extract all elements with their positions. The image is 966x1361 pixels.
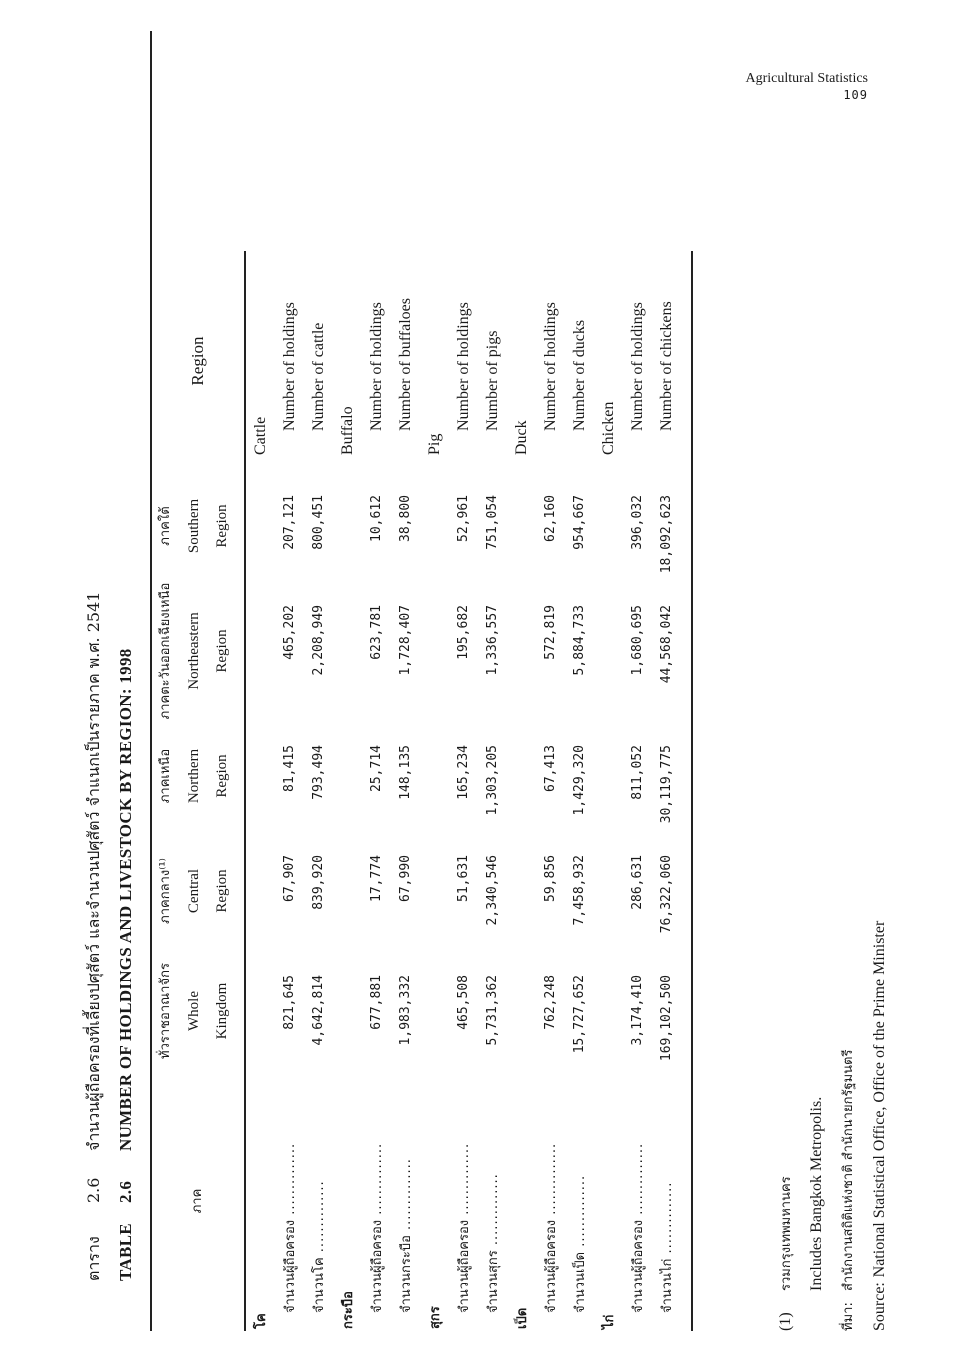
- value-cell: 76,322,060: [659, 855, 674, 934]
- table-row: [652, 251, 681, 1331]
- row-label-thai-text: จำนวนไก่: [660, 1258, 675, 1313]
- leader-dots: ..............: [486, 1173, 501, 1251]
- value-cell: 165,234: [456, 745, 471, 800]
- value-cell: 15,727,652: [572, 975, 587, 1054]
- table-row: [478, 251, 507, 1331]
- table-row: [536, 251, 565, 1331]
- row-label-thai: [391, 1071, 420, 1331]
- value-cell: 286,631: [630, 855, 645, 910]
- group-label-thai: สุกร: [428, 1306, 443, 1329]
- row-label-thai: [565, 1071, 594, 1331]
- value-cell: 1,680,695: [630, 605, 645, 676]
- table-row: [362, 251, 391, 1331]
- footnote-number: (1): [777, 1312, 794, 1331]
- value-cell: 5,731,362: [485, 975, 500, 1046]
- value-cell: 2,340,546: [485, 855, 500, 926]
- table-row: [623, 251, 652, 1331]
- row-label-thai: [478, 1071, 507, 1331]
- row-label-en: Number of buffaloes: [396, 298, 414, 431]
- value-cell: 17,774: [369, 855, 384, 902]
- value-cell: 623,781: [369, 605, 384, 660]
- value-cell: 762,248: [543, 975, 558, 1030]
- value-cell: 10,612: [369, 495, 384, 542]
- value-cell: 1,303,205: [485, 745, 500, 816]
- value-cell: 396,032: [630, 495, 645, 550]
- title-number-en: 2.6: [116, 1180, 135, 1203]
- value-cell: 811,052: [630, 745, 645, 800]
- group-row: [507, 251, 536, 1331]
- value-cell: 67,413: [543, 745, 558, 792]
- row-label-thai: [449, 1071, 478, 1331]
- table-bottom-rule: [691, 251, 693, 1331]
- value-cell: 38,800: [398, 495, 413, 542]
- page-number: 109: [843, 88, 868, 102]
- leader-dots: ..............: [370, 1142, 385, 1220]
- value-cell: 1,728,407: [398, 605, 413, 676]
- leader-dots: ..............: [660, 1181, 675, 1259]
- row-label-thai-text: จำนวนเป็ด: [573, 1251, 588, 1313]
- value-cell: 18,092,623: [659, 495, 674, 574]
- value-cell: 4,642,814: [311, 975, 326, 1046]
- group-row: [333, 251, 362, 1331]
- table-row: [275, 251, 304, 1331]
- footnote: [770, 921, 802, 1331]
- data-table-frame: [150, 31, 693, 1331]
- value-cell: 44,568,042: [659, 605, 674, 684]
- header-col-line1: Central: [186, 868, 202, 914]
- value-cell: 793,494: [311, 745, 326, 800]
- header-col-line1: Northeastern: [186, 612, 202, 690]
- source-en-text: National Statistical Office, Office of the Prime Minister: [871, 920, 888, 1278]
- row-label-thai: [652, 1071, 681, 1331]
- value-cell: 5,884,733: [572, 605, 587, 676]
- leader-dots: ..............: [457, 1142, 472, 1220]
- value-cell: 800,451: [311, 495, 326, 550]
- value-cell: 25,714: [369, 745, 384, 792]
- row-label-thai-text: จำนวนผู้ถือครอง: [631, 1219, 646, 1313]
- source-thai: [832, 921, 864, 1331]
- row-label-thai-text: จำนวนโค: [312, 1257, 327, 1313]
- row-label-en: Number of holdings: [280, 302, 298, 431]
- row-label-thai: [304, 1071, 333, 1331]
- value-cell: 1,983,332: [398, 975, 413, 1046]
- row-label-en: Number of holdings: [628, 302, 646, 431]
- leader-dots: ..............: [312, 1180, 327, 1258]
- title-thai-prefix: ตาราง: [84, 1236, 103, 1281]
- title-en-text: NUMBER OF HOLDINGS AND LIVESTOCK BY REGION: 1998: [116, 648, 135, 1151]
- header-col-line1: Whole: [186, 991, 202, 1031]
- header-col-thai: ภาคกลาง⁽¹⁾: [158, 858, 173, 924]
- group-label-en: Pig: [425, 433, 443, 455]
- row-label-thai-text: จำนวนผู้ถือครอง: [283, 1219, 298, 1313]
- group-row: [246, 251, 275, 1331]
- header-region-thai: ภาค: [190, 1188, 205, 1214]
- group-label-en: Duck: [512, 420, 530, 455]
- data-table: [152, 251, 681, 1331]
- group-label-en: Chicken: [599, 401, 617, 455]
- header-col-line2: Region: [214, 504, 230, 548]
- value-cell: 207,121: [282, 495, 297, 550]
- header-col-line2: Region: [214, 754, 230, 798]
- value-cell: 169,102,500: [659, 975, 674, 1062]
- group-label-en: Buffalo: [338, 406, 356, 455]
- value-cell: 1,429,320: [572, 745, 587, 816]
- row-label-en: Number of cattle: [309, 322, 327, 431]
- notes-block: [770, 921, 895, 1331]
- source-thai-label: ที่มา:: [841, 1302, 856, 1331]
- value-cell: 465,202: [282, 605, 297, 660]
- row-label-en: Number of holdings: [454, 302, 472, 431]
- group-label-thai: ไก่: [602, 1314, 617, 1329]
- leader-dots: ..............: [573, 1174, 588, 1252]
- row-label-thai-text: จำนวนผู้ถือครอง: [544, 1219, 559, 1313]
- footnote-english: Includes Bangkok Metropolis.: [808, 1096, 825, 1291]
- header-col-line1: Northern: [186, 748, 202, 804]
- header-col-thai: ทั่วราชอาณาจักร: [158, 963, 173, 1059]
- value-cell: 839,920: [311, 855, 326, 910]
- header-col-thai: ภาคเหนือ: [158, 748, 173, 804]
- table-body: [246, 251, 681, 1331]
- source-en-label: Source:: [871, 1282, 888, 1331]
- value-cell: 67,907: [282, 855, 297, 902]
- group-label-en: Cattle: [251, 416, 269, 455]
- value-cell: 62,160: [543, 495, 558, 542]
- title-en-prefix: TABLE: [116, 1223, 135, 1281]
- running-head-title: Agricultural Statistics: [745, 71, 868, 86]
- value-cell: 30,119,775: [659, 745, 674, 824]
- row-label-thai: [536, 1071, 565, 1331]
- value-cell: 195,682: [456, 605, 471, 660]
- leader-dots: ..............: [283, 1142, 298, 1220]
- header-col-thai: ภาคใต้: [158, 506, 173, 546]
- footnote-thai: รวมกรุงเทพมหานคร: [779, 1176, 794, 1291]
- group-label-thai: เป็ด: [515, 1307, 530, 1329]
- title-thai: [78, 592, 110, 1281]
- header-col-thai: ภาคตะวันออกเฉียงเหนือ: [158, 582, 173, 720]
- value-cell: 954,667: [572, 495, 587, 550]
- header-col-line2: Region: [214, 869, 230, 913]
- row-label-en: Number of ducks: [570, 319, 588, 431]
- value-cell: 572,819: [543, 605, 558, 660]
- row-label-thai-text: จำนวนสุกร: [486, 1250, 501, 1313]
- value-cell: 3,174,410: [630, 975, 645, 1046]
- header-col-line2: Kingdom: [214, 982, 230, 1040]
- row-label-en: Number of holdings: [367, 302, 385, 431]
- row-label-thai: [275, 1071, 304, 1331]
- table-title-block: [78, 592, 142, 1281]
- value-cell: 67,990: [398, 855, 413, 902]
- title-thai-text: จำนวนผู้ถือครองที่เลี้ยงปศุสัตว์ และจำนวนปศุสัตว์ จำแนกเป็นรายภาค พ.ศ. 2541: [84, 591, 103, 1151]
- table-row: [304, 251, 333, 1331]
- row-label-en: Number of pigs: [483, 330, 501, 431]
- row-label-thai-text: จำนวนกระบือ: [399, 1235, 414, 1313]
- leader-dots: ..............: [631, 1142, 646, 1220]
- row-label-thai-text: จำนวนผู้ถือครอง: [370, 1219, 385, 1313]
- value-cell: 1,336,557: [485, 605, 500, 676]
- value-cell: 52,961: [456, 495, 471, 542]
- group-label-thai: กระบือ: [341, 1291, 356, 1329]
- header-region-en: Region: [188, 336, 207, 386]
- title-number: 2.6: [84, 1177, 103, 1203]
- title-english: [110, 592, 142, 1281]
- row-label-thai: [623, 1071, 652, 1331]
- row-label-thai-text: จำนวนผู้ถือครอง: [457, 1219, 472, 1313]
- group-row: [594, 251, 623, 1331]
- table-row: [449, 251, 478, 1331]
- value-cell: 7,458,932: [572, 855, 587, 926]
- source-english: [864, 921, 895, 1331]
- group-row: [420, 251, 449, 1331]
- row-label-thai: [362, 1071, 391, 1331]
- source-thai-text: สำนักงานสถิติแห่งชาติ สำนักนายกรัฐมนตรี: [841, 1049, 856, 1291]
- value-cell: 465,508: [456, 975, 471, 1030]
- value-cell: 59,856: [543, 855, 558, 902]
- leader-dots: ..............: [544, 1142, 559, 1220]
- value-cell: 751,054: [485, 495, 500, 550]
- value-cell: 148,135: [398, 745, 413, 800]
- value-cell: 677,881: [369, 975, 384, 1030]
- table-row: [391, 251, 420, 1331]
- header-col-line2: Region: [214, 629, 230, 673]
- row-label-en: Number of holdings: [541, 302, 559, 431]
- value-cell: 51,631: [456, 855, 471, 902]
- value-cell: 821,645: [282, 975, 297, 1030]
- table-row: [565, 251, 594, 1331]
- header-col-line1: Southern: [186, 498, 202, 554]
- value-cell: 2,208,949: [311, 605, 326, 676]
- row-label-en: Number of chickens: [657, 301, 675, 431]
- leader-dots: ..............: [399, 1158, 414, 1236]
- group-label-thai: โค: [254, 1313, 269, 1329]
- value-cell: 81,415: [282, 745, 297, 792]
